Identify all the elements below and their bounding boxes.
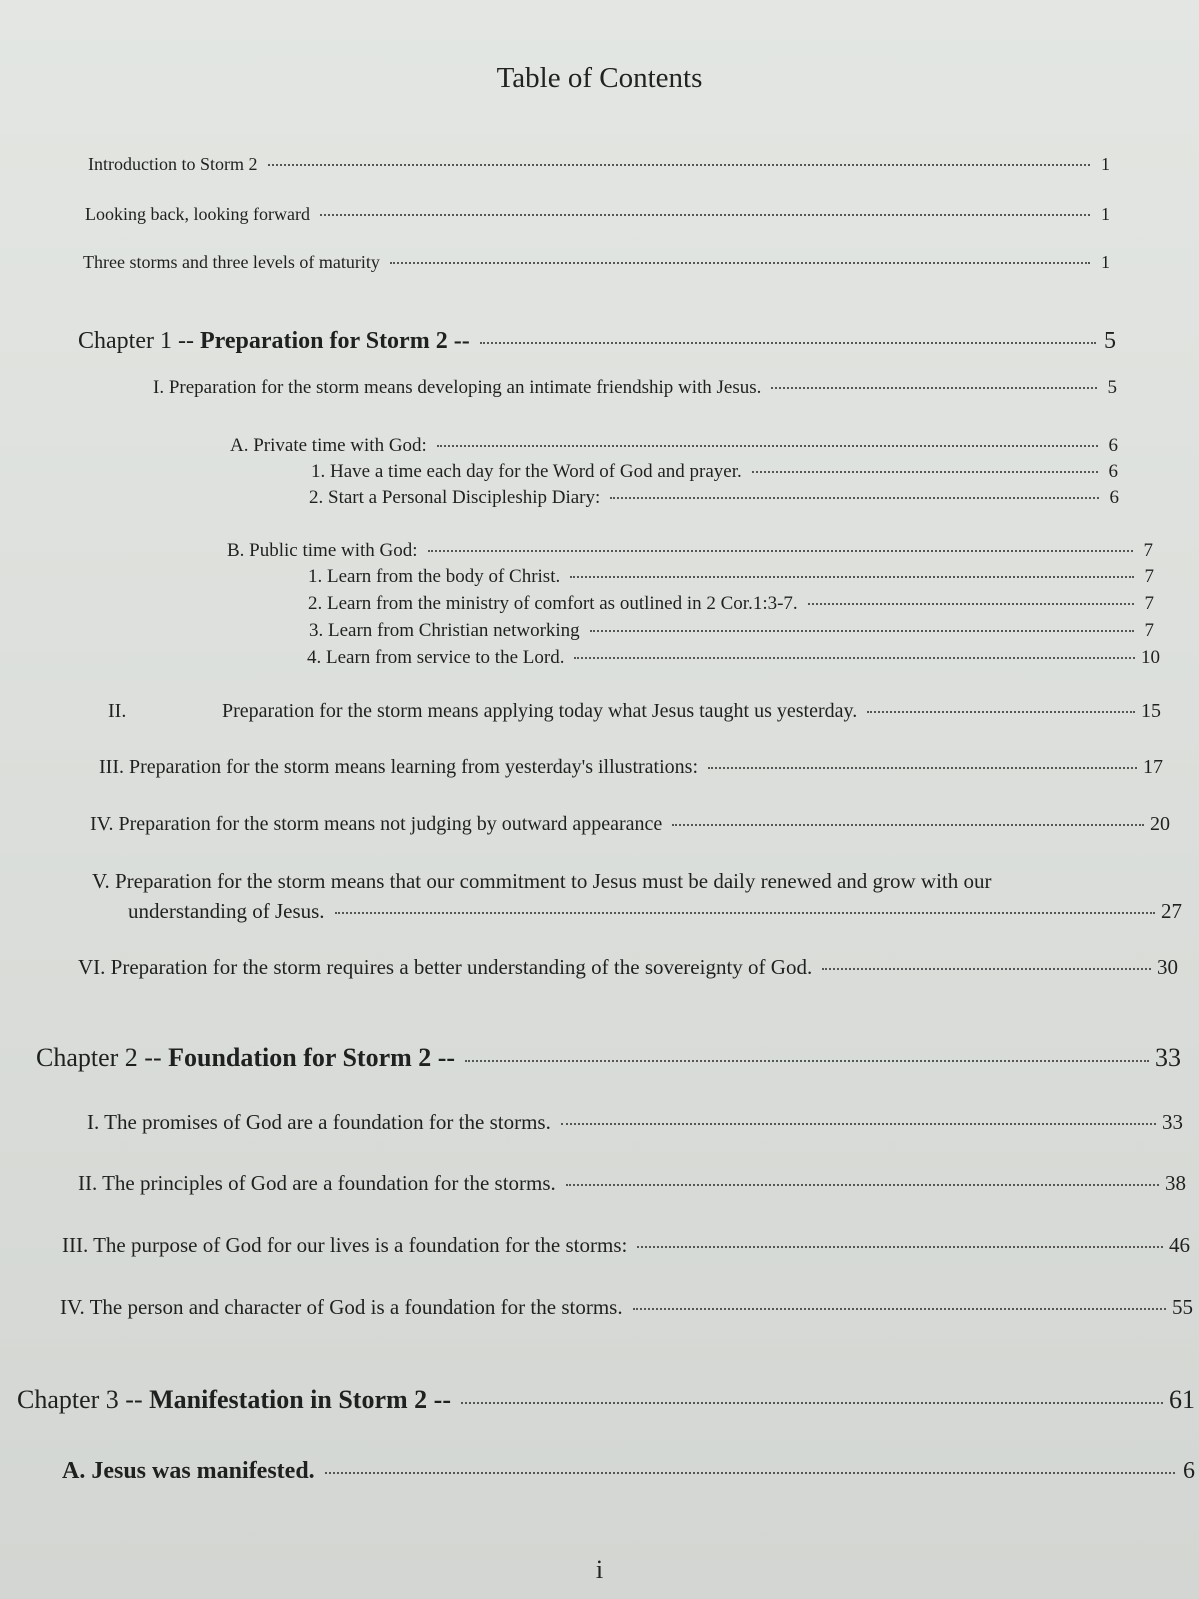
entry-page: 33 [1155, 1043, 1181, 1072]
entry-label: 4. Learn from service to the Lord. [307, 647, 565, 668]
toc-entry-ch1-vi [78, 955, 1178, 980]
entry-label: II. The principles of God are a foundation for the storms. [78, 1171, 556, 1195]
entry-page: 1 [1101, 252, 1110, 272]
entry-label: V. Preparation for the storm means that our commitment to Jesus must be daily renewed and grow with our [92, 869, 992, 893]
entry-label: A. Private time with God: [230, 435, 427, 456]
toc-entry-ch1-iv [90, 813, 1170, 836]
toc-entry-ch1-a2 [309, 487, 1119, 509]
dot-leader [570, 576, 1134, 578]
toc-entry-ch2-i [87, 1110, 1183, 1135]
dot-leader [867, 711, 1135, 713]
entry-page: 55 [1172, 1295, 1193, 1319]
entry-label: Looking back, looking forward [85, 204, 310, 224]
entry-label: VI. Preparation for the storm requires a better understanding of the sovereignty of God. [78, 955, 813, 979]
entry-page: 7 [1144, 620, 1154, 641]
entry-label: II. Preparation for the storm means applying today what Jesus taught us yesterday. [108, 700, 858, 722]
dot-leader [428, 550, 1133, 552]
toc-entry-ch1-b2 [308, 593, 1154, 615]
page-number-footer: i [595, 1555, 604, 1584]
toc-entry-ch1-b4 [307, 647, 1160, 669]
dot-leader [637, 1246, 1163, 1248]
dot-leader [672, 824, 1144, 826]
entry-label: III. Preparation for the storm means learning from yesterday's illustrations: [99, 756, 698, 778]
toc-chapter-3 [17, 1385, 1195, 1415]
entry-label: III. The purpose of God for our lives is a foundation for the storms: [62, 1233, 628, 1257]
entry-page: 6 [1108, 461, 1118, 482]
dot-leader [268, 164, 1091, 166]
dot-leader [822, 968, 1151, 970]
entry-page: 15 [1141, 700, 1161, 722]
chapter-heading: Chapter 2 -- Foundation for Storm 2 -- [36, 1043, 456, 1072]
dot-leader [461, 1402, 1163, 1404]
toc-entry-ch1-i [153, 377, 1117, 399]
entry-page: 20 [1150, 813, 1170, 835]
entry-label: 2. Learn from the ministry of comfort as outlined in 2 Cor.1:3-7. [308, 593, 798, 614]
entry-label: IV. The person and character of God is a foundation for the storms. [60, 1295, 623, 1319]
dot-leader [574, 657, 1135, 659]
toc-entry-ch2-iii [62, 1233, 1190, 1258]
entry-page: 46 [1169, 1233, 1190, 1257]
dot-leader [561, 1123, 1156, 1125]
toc-entry-ch2-ii [78, 1171, 1186, 1196]
toc-entry-ch1-iii [99, 756, 1163, 779]
entry-label: I. The promises of God are a foundation for the storms. [87, 1110, 551, 1134]
toc-entry-ch1-b3 [309, 620, 1154, 642]
entry-page: 7 [1144, 566, 1154, 587]
entry-page: 10 [1141, 647, 1160, 668]
entry-label: I. Preparation for the storm means developing an intimate friendship with Jesus. [153, 377, 762, 398]
entry-label: A. Jesus was manifested. [62, 1458, 315, 1484]
entry-page: 30 [1157, 955, 1178, 979]
entry-page: 7 [1143, 540, 1153, 561]
toc-entry-ch1-v [92, 866, 1182, 926]
entry-label: 3. Learn from Christian networking [309, 620, 580, 641]
toc-entry-ch3-a [62, 1458, 1195, 1485]
dot-leader [771, 387, 1097, 389]
toc-entry-ch1-ii [108, 700, 1161, 723]
entry-page: 5 [1104, 328, 1116, 354]
entry-page: 1 [1101, 154, 1110, 174]
page-title: Table of Contents [496, 62, 703, 94]
toc-entry-ch1-a [230, 435, 1118, 457]
entry-label: 1. Learn from the body of Christ. [308, 566, 561, 587]
dot-leader [465, 1060, 1149, 1062]
entry-page: 17 [1143, 756, 1163, 778]
chapter-heading: Chapter 3 -- Manifestation in Storm 2 -- [17, 1385, 451, 1414]
dot-leader [320, 214, 1090, 216]
entry-page: 6 [1109, 487, 1119, 508]
dot-leader [752, 471, 1098, 473]
toc-entry-ch1-a1 [311, 461, 1118, 483]
chapter-heading: Chapter 1 -- Preparation for Storm 2 -- [78, 328, 470, 354]
toc-entry-introduction [88, 154, 1110, 175]
entry-page: 6 [1183, 1458, 1195, 1484]
entry-label: 2. Start a Personal Discipleship Diary: [309, 487, 601, 508]
toc-chapter-2 [36, 1043, 1181, 1073]
dot-leader [708, 767, 1137, 769]
dot-leader [808, 603, 1134, 605]
dot-leader [633, 1308, 1166, 1310]
entry-label: Introduction to Storm 2 [88, 154, 258, 174]
dot-leader [590, 630, 1134, 632]
toc-entry-three-storms [83, 252, 1110, 273]
dot-leader [610, 497, 1099, 499]
entry-label: IV. Preparation for the storm means not judging by outward appearance [90, 813, 663, 835]
toc-chapter-1 [78, 328, 1116, 355]
dot-leader [437, 445, 1098, 447]
toc-entry-ch1-b [227, 540, 1153, 562]
toc-entry-ch2-iv [60, 1295, 1193, 1320]
entry-continuation [128, 896, 1182, 926]
entry-page: 7 [1144, 593, 1154, 614]
entry-page: 27 [1161, 899, 1182, 923]
entry-label-cont: understanding of Jesus. [128, 899, 325, 923]
toc-entry-ch1-b1 [308, 566, 1154, 588]
entry-page: 6 [1108, 435, 1118, 456]
entry-page: 5 [1107, 377, 1117, 398]
entry-label: 1. Have a time each day for the Word of God and prayer. [311, 461, 742, 482]
dot-leader [566, 1184, 1159, 1186]
entry-page: 61 [1169, 1385, 1195, 1414]
entry-page: 33 [1162, 1110, 1183, 1134]
dot-leader [480, 342, 1096, 344]
entry-page: 1 [1101, 204, 1110, 224]
entry-label: B. Public time with God: [227, 540, 418, 561]
dot-leader [390, 262, 1090, 264]
entry-page: 38 [1165, 1171, 1186, 1195]
dot-leader [325, 1472, 1175, 1474]
dot-leader [335, 912, 1155, 914]
toc-entry-looking-back [85, 204, 1110, 225]
entry-label: Three storms and three levels of maturity [83, 252, 380, 272]
